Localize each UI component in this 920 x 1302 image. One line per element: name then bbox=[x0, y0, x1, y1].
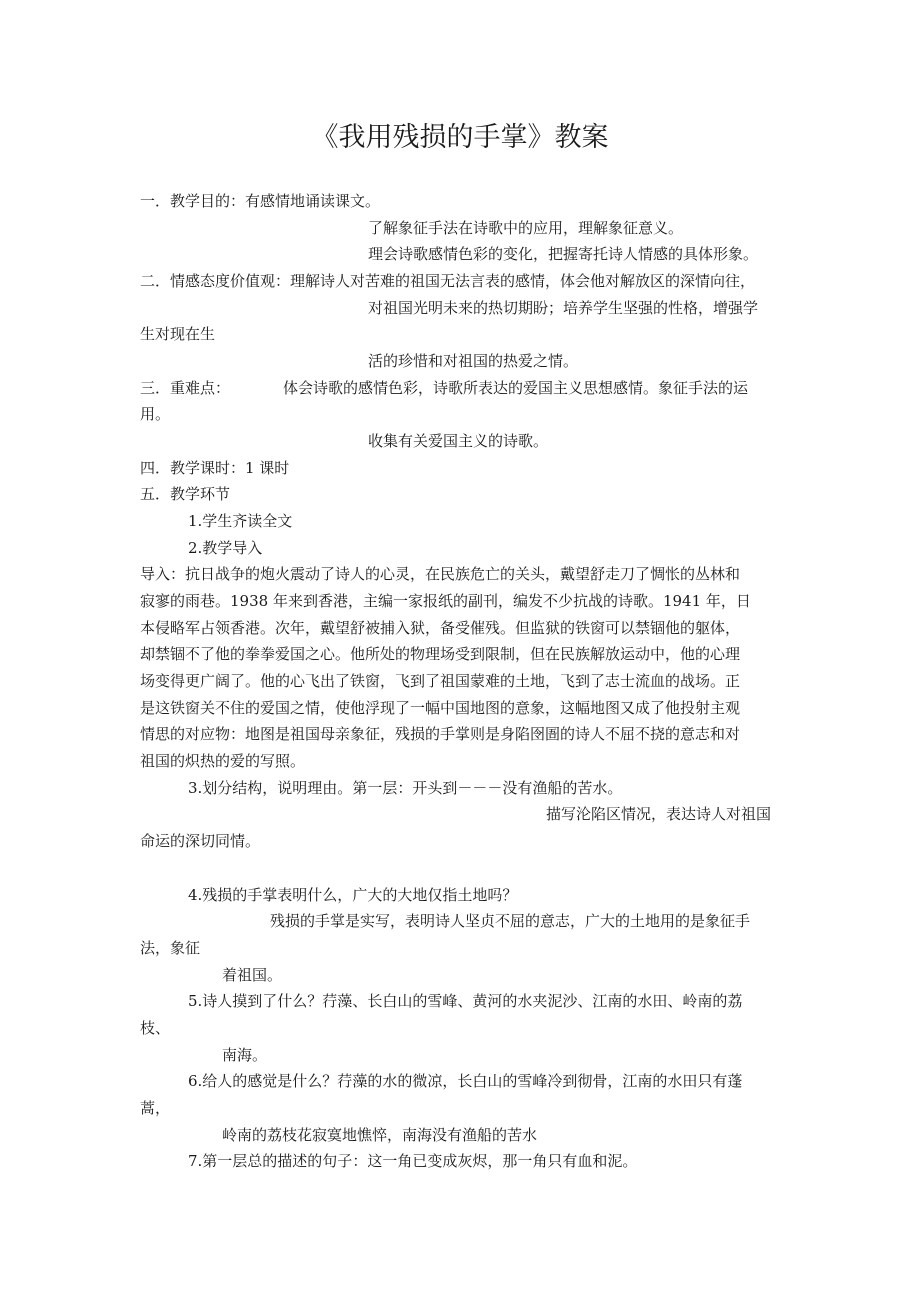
text-line: 场变得更广阔了。他的心飞出了铁窗，飞到了祖国蒙难的土地，飞到了志士流血的战场。正 bbox=[140, 672, 741, 690]
document-title: 《我用残损的手掌》教案 bbox=[311, 122, 609, 153]
text-line: 生对现在生 bbox=[140, 325, 216, 343]
text-line: 是这铁窗关不住的爱国之情，使他浮现了一幅中国地图的意象，这幅地图又成了他投射主观 bbox=[140, 699, 741, 717]
text-line: 1.学生齐读全文 bbox=[188, 512, 293, 530]
text-line: 6.给人的感觉是什么？荇藻的水的微凉，长白山的雪峰冷到彻骨，江南的水田只有蓬 bbox=[188, 1072, 743, 1090]
text-line: 活的珍惜和对祖国的热爱之情。 bbox=[368, 352, 579, 370]
text-line: 7.第一层总的描述的句子：这一角已变成灰烬，那一角只有血和泥。 bbox=[188, 1152, 638, 1170]
text-line: 4.残损的手掌表明什么，广大的大地仅指土地吗？ bbox=[188, 886, 518, 904]
text-line: 二．情感态度价值观：理解诗人对苦难的祖国无法言表的感情，体会他对解放区的深情向往， bbox=[140, 272, 756, 290]
text-line: 用。 bbox=[140, 405, 171, 423]
text-line: 祖国的炽热的爱的写照。 bbox=[140, 752, 306, 770]
text-line: 五．教学环节 bbox=[140, 485, 231, 503]
text-line: 着祖国。 bbox=[222, 966, 283, 984]
text-line: 枝、 bbox=[140, 1019, 171, 1037]
text-line: 法，象征 bbox=[140, 939, 201, 957]
text-line: 本侵略军占领香港。次年，戴望舒被捕入狱，备受催残。但监狱的铁窗可以禁锢他的躯体， bbox=[140, 619, 741, 637]
text-line: 3.划分结构，说明理由。第一层：开头到－－－没有渔船的苦水。 bbox=[188, 779, 623, 797]
text-line: 三．重难点： bbox=[140, 379, 231, 397]
text-line: 一．教学目的：有感情地诵读课文。 bbox=[140, 192, 381, 210]
text-line: 对祖国光明未来的热切期盼；培养学生坚强的性格，增强学 bbox=[368, 299, 759, 317]
text-line: 寂寥的雨巷。1938 年来到香港，主编一家报纸的副刊，编发不少抗战的诗歌。1941 年，日 bbox=[140, 592, 751, 610]
text-line: 却禁锢不了他的拳拳爱国之心。他所处的物理场受到限制，但在民族解放运动中，他的心理 bbox=[140, 645, 741, 663]
text-line: 四．教学课时：1 课时 bbox=[140, 459, 290, 477]
text-line: 蒿， bbox=[140, 1099, 171, 1117]
text-line: 导入：抗日战争的炮火震动了诗人的心灵，在民族危亡的关头，戴望舒走刀了惆怅的丛林和 bbox=[140, 565, 741, 583]
text-line: 5.诗人摸到了什么？荇藻、长白山的雪峰、黄河的水夹泥沙、江南的水田、岭南的荔 bbox=[188, 992, 743, 1010]
text-line: 理会诗歌感情色彩的变化，把握寄托诗人情感的具体形象。 bbox=[368, 245, 759, 263]
text-line: 2.教学导入 bbox=[188, 539, 263, 557]
text-line: 情思的对应物：地图是祖国母亲象征，残损的手掌则是身陷囹圄的诗人不屈不挠的意志和对 bbox=[140, 725, 741, 743]
text-line: 了解象征手法在诗歌中的应用，理解象征意义。 bbox=[368, 219, 684, 237]
text-line: 残损的手掌是实写，表明诗人坚贞不屈的意志，广大的土地用的是象征手 bbox=[270, 912, 751, 930]
text-line: 命运的深切同情。 bbox=[140, 832, 261, 850]
text-line: 描写沦陷区情况，表达诗人对祖国 bbox=[546, 805, 772, 823]
text-line: 收集有关爱国主义的诗歌。 bbox=[368, 432, 549, 450]
text-line: 南海。 bbox=[222, 1046, 268, 1064]
text-line: 岭南的荔枝花寂寞地憔悴，南海没有渔船的苦水 bbox=[222, 1126, 538, 1144]
text-line: 体会诗歌的感情色彩，诗歌所表达的爱国主义思想感情。象征手法的运 bbox=[283, 379, 749, 397]
